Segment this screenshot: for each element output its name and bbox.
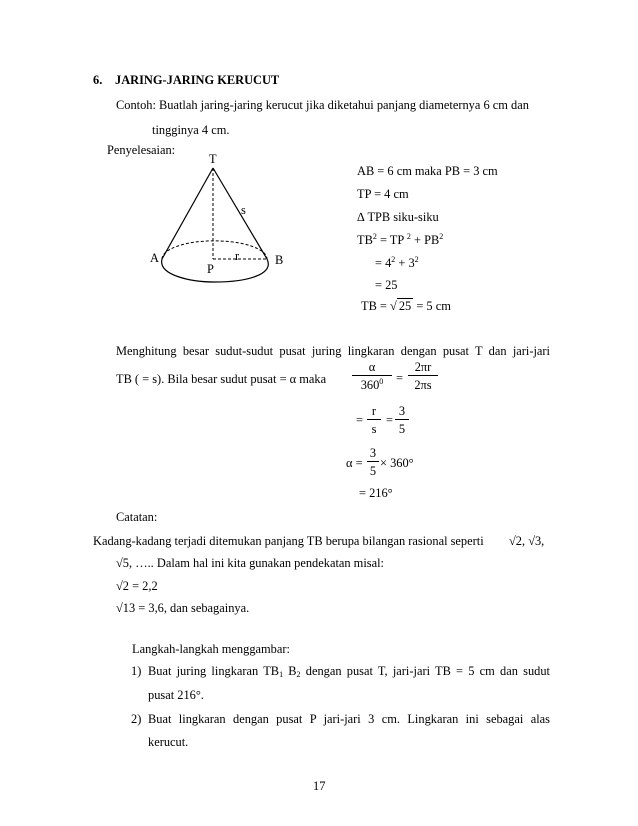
steps-heading: Langkah-langkah menggambar:	[132, 642, 290, 656]
note-line-3: √2 = 2,2	[116, 579, 158, 593]
eq-sign-3: =	[386, 413, 393, 427]
angle-calc-line-1: Menghitung besar sudut-sudut pusat juring lingkaran dengan pusat T dan jari-jari	[116, 344, 550, 358]
subst-four: = 4	[375, 256, 392, 270]
pythagoras-tp: = TP	[376, 233, 407, 247]
frac-3: 3	[395, 405, 409, 420]
frac-3-b: 3	[367, 447, 379, 462]
sq-1: 2	[372, 232, 377, 241]
given-triangle: ∆ TPB siku-siku	[357, 210, 439, 224]
fraction-2pr-2ps	[408, 361, 438, 392]
note-line-1-roots: √2, √3,	[509, 534, 545, 548]
fraction-3-5	[395, 405, 409, 436]
result-25: = 25	[375, 278, 398, 292]
angle-result: = 216°	[359, 486, 393, 500]
frac-360	[352, 376, 392, 391]
pythagoras-line	[357, 234, 443, 246]
step-2-line-1: Buat lingkaran dengan pusat P jari-jari 3 cm. Lingkaran ini sebagai alas	[148, 712, 550, 726]
substitution-line	[375, 257, 419, 269]
cone-left-side	[162, 168, 213, 259]
subst-three: + 3	[395, 256, 415, 270]
note-label: Catatan:	[116, 510, 158, 524]
example-line-2: tingginya 4 cm.	[152, 123, 230, 137]
step-1-line-2: pusat 216°.	[148, 688, 204, 702]
sq-4: 2	[391, 255, 396, 264]
frac-5: 5	[398, 422, 406, 437]
sqrt-sign: √	[390, 299, 397, 313]
cone-base-back	[162, 241, 267, 259]
sq-2: 2	[406, 232, 411, 241]
tb-prefix: TB =	[361, 299, 391, 313]
frac-s: s	[371, 422, 377, 437]
step-1-sub-1: 1	[279, 670, 284, 679]
section-number: 6.	[93, 73, 103, 87]
step-2-number: 2)	[131, 712, 142, 726]
eq-sign-2: =	[356, 413, 363, 427]
label-point-b: B	[275, 253, 284, 267]
label-slant-s: s	[241, 203, 246, 217]
frac-2pir: 2πr	[408, 361, 438, 376]
angle-calc-line-2: TB ( = s). Bila besar sudut pusat = α maka	[116, 372, 327, 386]
example-line-1: Contoh: Buatlah jaring-jaring kerucut jika diketahui panjang diameternya 6 cm dan	[116, 98, 529, 112]
note-line-2: √5, ….. Dalam hal ini kita gunakan pendekatan misal:	[116, 556, 384, 570]
sq-5: 2	[414, 255, 419, 264]
step-1-part-b: B	[283, 664, 297, 678]
sq-3: 2	[439, 232, 444, 241]
given-tp: TP = 4 cm	[357, 187, 409, 201]
tb-result	[361, 300, 451, 312]
deg-sup: 0	[379, 377, 384, 387]
label-point-a: A	[150, 251, 159, 265]
fraction-3-5-b	[367, 447, 379, 478]
step-1-part-c: dengan pusat T, jari-jari TB = 5 cm dan sudut	[300, 664, 550, 678]
page-number: 17	[313, 779, 326, 793]
alpha-eq: α =	[346, 456, 363, 470]
pythagoras-pb: + PB	[410, 233, 440, 247]
frac-r: r	[367, 405, 381, 420]
times-360: × 360°	[380, 456, 414, 470]
tb-suffix: = 5 cm	[413, 299, 451, 313]
eq-sign-1: =	[396, 371, 403, 385]
given-ab: AB = 6 cm maka PB = 3 cm	[357, 164, 498, 178]
step-1-line-1	[148, 665, 550, 677]
step-1-part-a: Buat juring lingkaran TB	[148, 664, 280, 678]
step-1-sub-2: 2	[296, 670, 301, 679]
cone-right-side	[213, 168, 267, 259]
fraction-alpha-360	[352, 361, 392, 392]
frac-5-b: 5	[369, 464, 377, 479]
pythagoras-tb: TB	[357, 233, 373, 247]
deg-360: 360	[360, 378, 380, 393]
section-title: JARING-JARING KERUCUT	[115, 73, 280, 87]
cone-base-front	[162, 259, 269, 282]
frac-alpha: α	[352, 361, 392, 376]
tb-root: 25	[398, 299, 412, 313]
step-1-number: 1)	[131, 664, 142, 678]
frac-2pis: 2πs	[414, 378, 432, 393]
note-line-4: √13 = 3,6, dan sebagainya.	[116, 601, 250, 615]
cone-figure	[140, 150, 300, 295]
label-apex-t: T	[209, 152, 217, 166]
note-line-1: Kadang-kadang terjadi ditemukan panjang TB berupa bilangan rasional seperti	[93, 534, 484, 548]
solution-label: Penyelesaian:	[107, 143, 176, 157]
label-center-p: P	[207, 262, 214, 276]
fraction-r-s	[367, 405, 381, 436]
step-2-line-2: kerucut.	[148, 735, 189, 749]
label-radius-r: r	[235, 249, 240, 263]
